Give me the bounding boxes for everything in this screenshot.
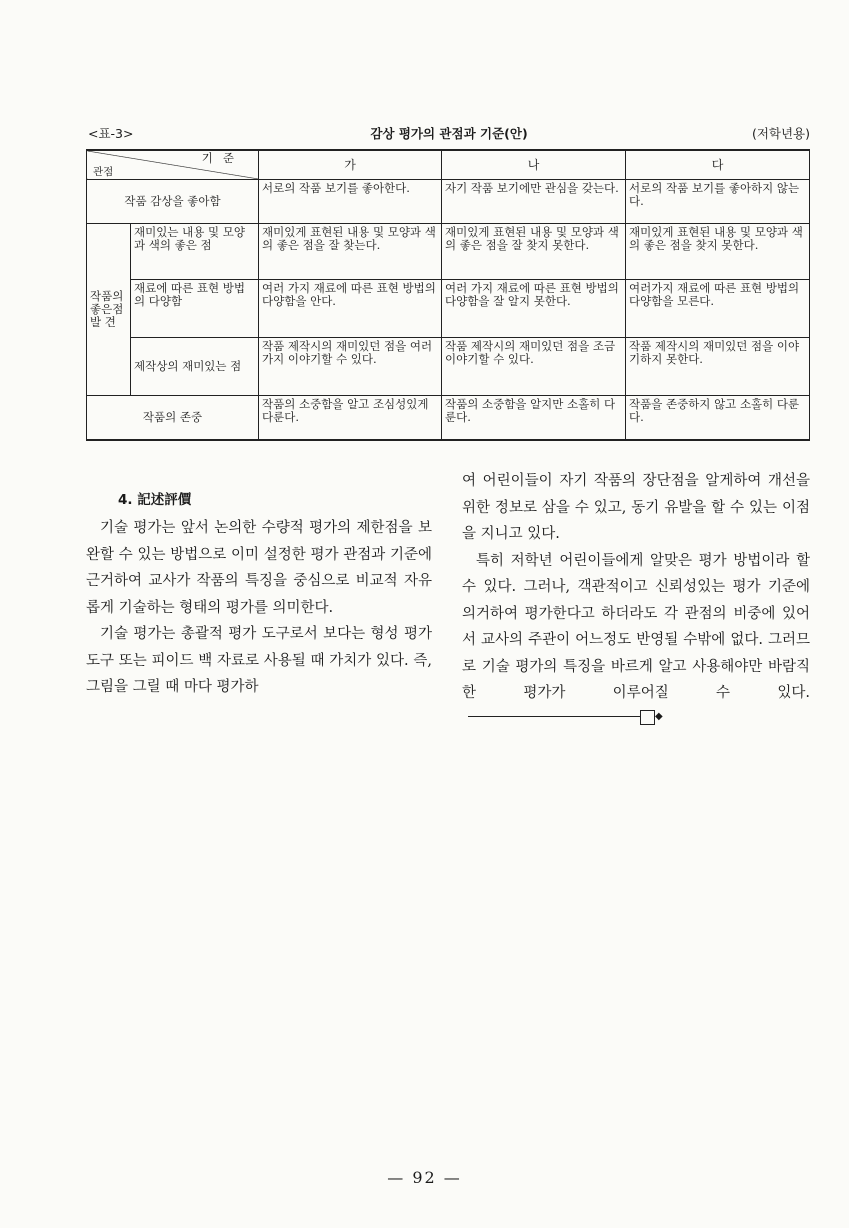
- table-cell: 여러 가지 재료에 따른 표현 방법의 다양함을 잘 알지 못한다.: [442, 280, 626, 338]
- table-caption: [88, 122, 810, 142]
- section-heading: 4. 記述評價: [118, 492, 192, 508]
- table-cell: 여러가지 재료에 따른 표현 방법의 다양함을 모른다.: [626, 280, 810, 338]
- column-header-da: 다: [626, 150, 810, 180]
- table-title: 감상 평가의 관점과 기준(안): [370, 126, 528, 141]
- viewpoint-cell: 작품의 존중: [87, 396, 259, 440]
- table-cell: 재미있게 표현된 내용 및 모양과 색의 좋은 점을 잘 찾지 못한다.: [442, 224, 626, 280]
- table-number: <표-3>: [88, 126, 134, 141]
- table-row: [87, 280, 810, 338]
- table-cell: 재미있게 표현된 내용 및 모양과 색의 좋은 점을 잘 찾는다.: [259, 224, 442, 280]
- table-cell: 재미있게 표현된 내용 및 모양과 색의 좋은 점을 찾지 못한다.: [626, 224, 810, 280]
- table-header-row: [87, 150, 810, 180]
- viewpoint-cell: 재료에 따른 표현 방법의 다양함: [131, 280, 259, 338]
- table-cell: 작품 제작시의 재미있던 점을 이야기하지 못한다.: [626, 338, 810, 396]
- table-row: [87, 180, 810, 224]
- table-row: [87, 396, 810, 440]
- right-column: [462, 468, 810, 733]
- table-row: [87, 224, 810, 280]
- page-number: — 92 —: [387, 1168, 462, 1187]
- group-label-cell: 작품의 좋은점 발 견: [87, 224, 131, 396]
- paragraph-continuation: 여 어린이들이 자기 작품의 장단점을 알게하여 개선을 위한 정보로 삼을 수 있고, 동기 유발을 할 수 있는 이점을 지니고 있다.: [462, 473, 810, 542]
- table-row: [87, 338, 810, 396]
- viewpoint-cell: 재미있는 내용 및 모양과 색의 좋은 점: [131, 224, 259, 280]
- column-header-ga: 가: [259, 150, 442, 180]
- viewpoint-cell: 제작상의 재미있는 점: [131, 338, 259, 396]
- table-cell: 작품을 존중하지 않고 소홀히 다룬다.: [626, 396, 810, 440]
- paragraph: 기술 평가는 총괄적 평가 도구로서 보다는 형성 평가 도구 또는 피이드 백 자료로 사용될 때 가치가 있다. 즉, 그림을 그릴 때 마다 평가하: [86, 626, 432, 695]
- paragraph: [462, 548, 810, 734]
- table-cell: 서로의 작품 보기를 좋아하지 않는다.: [626, 180, 810, 224]
- left-column: [86, 515, 432, 701]
- table-cell: 작품 제작시의 재미있던 점을 조금 이야기할 수 있다.: [442, 338, 626, 396]
- end-mark-icon: ◆: [640, 710, 655, 725]
- viewpoint-header-label: 관점: [93, 166, 114, 178]
- table-cell: 여러 가지 재료에 따른 표현 방법의 다양함을 안다.: [259, 280, 442, 338]
- grade-level: (저학년용): [751, 126, 810, 141]
- viewpoint-cell: 작품 감상을 좋아함: [87, 180, 259, 224]
- table-cell: 자기 작품 보기에만 관심을 갖는다.: [442, 180, 626, 224]
- table-cell: 서로의 작품 보기를 좋아한다.: [259, 180, 442, 224]
- table-cell: 작품의 소중함을 알지만 소홀히 다룬다.: [442, 396, 626, 440]
- criteria-header-label: 기준: [201, 151, 244, 165]
- criteria-table: [86, 149, 810, 441]
- corner-cell: [87, 150, 259, 180]
- paragraph: 기술 평가는 앞서 논의한 수량적 평가의 제한점을 보완할 수 있는 방법으로 이미 설정한 평가 관점과 기준에 근거하여 교사가 작품의 특징을 중심으로 비교적 자유롭게 기술하는 형태의 평가를 의미한다.: [86, 520, 432, 616]
- column-header-na: 나: [442, 150, 626, 180]
- table-cell: 작품 제작시의 재미있던 점을 여러 가지 이야기할 수 있다.: [259, 338, 442, 396]
- paragraph-text: 특히 저학년 어린이들에게 알맞은 평가 방법이라 할 수 있다. 그러나, 객관적이고 신뢰성있는 평가 기준에 의거하여 평가한다고 하더라도 각 관점의 비중에 있어서 교사의 주관이 어느정도 반영될 수밖에 없다. 그러므로 기술 평가의 특징을 바르게 알고 사용해야만 바람직한 평가가 이루어질 수 있다.: [462, 552, 810, 701]
- end-rule: [468, 716, 640, 717]
- table-cell: 작품의 소중함을 알고 조심성있게 다룬다.: [259, 396, 442, 440]
